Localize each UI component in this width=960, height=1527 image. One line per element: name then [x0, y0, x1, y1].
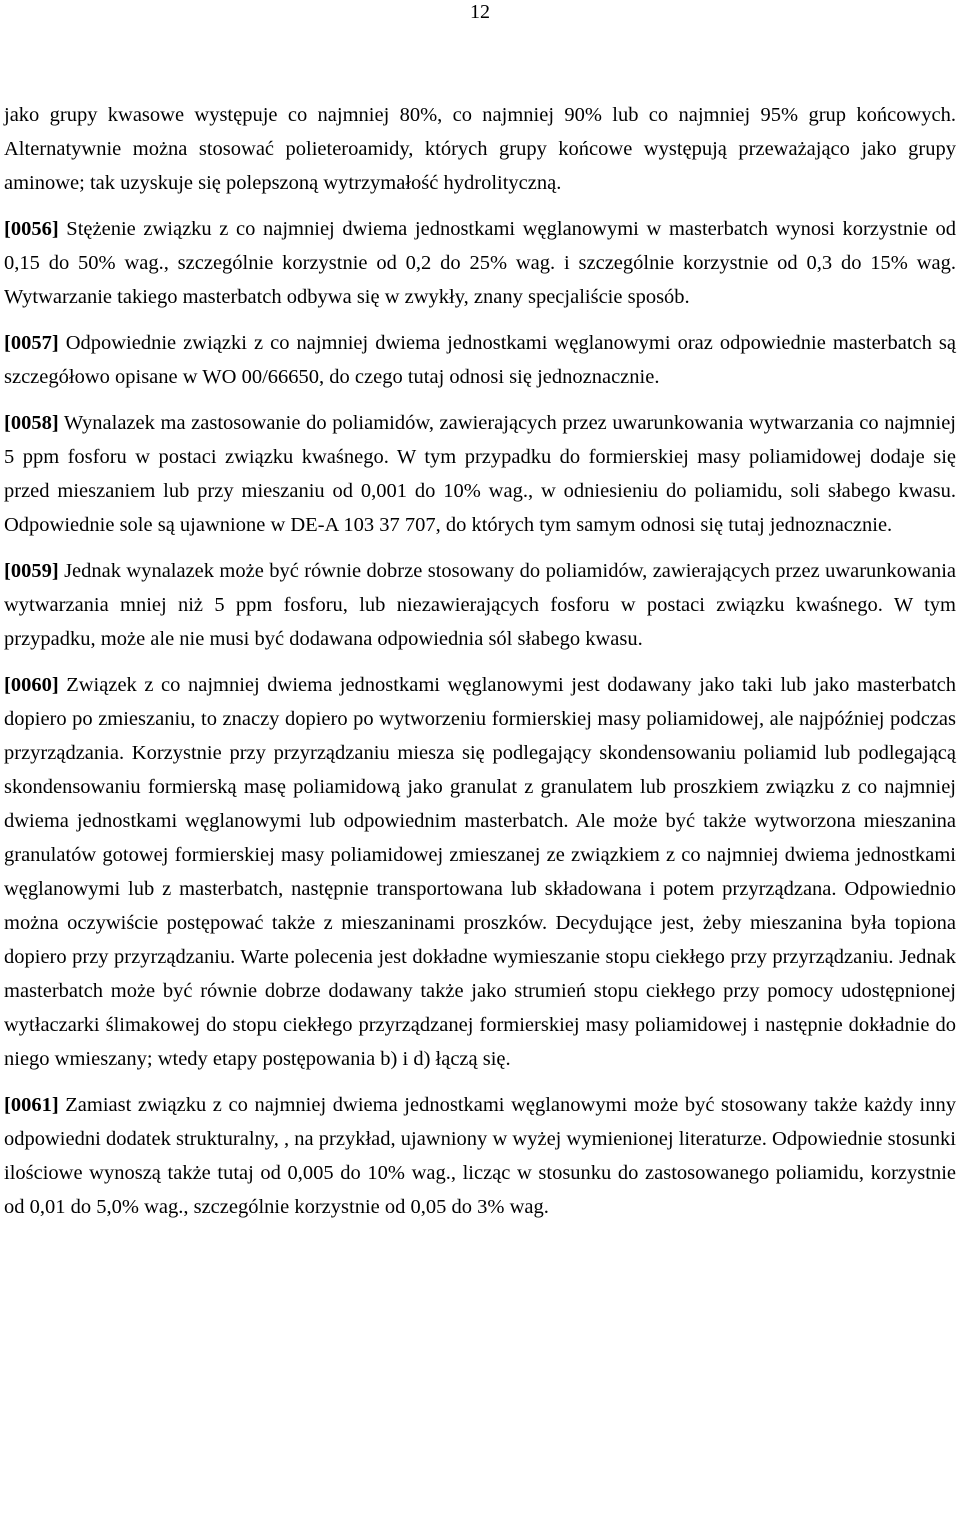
paragraph-text: Odpowiednie związki z co najmniej dwiema jednostkami węglanowymi oraz odpowiednie masterbatch są szczegółowo opisane w WO 00/66650, do czego tutaj odnosi się jednoznacznie. [4, 332, 956, 388]
paragraph-number: [0059] [4, 560, 59, 582]
paragraph-continuation [4, 98, 956, 200]
paragraph-text: Stężenie związku z co najmniej dwiema jednostkami węglanowymi w masterbatch wynosi korzystnie od 0,15 do 50% wag., szczególnie korzystnie od 0,2 do 25% wag. i szczególnie korzystnie od 0,3 do 15% wag. Wytwarzanie takiego masterbatch odbywa się w zwykły, znany specjaliście sposób. [4, 218, 957, 308]
paragraph-number: [0061] [4, 1094, 59, 1116]
paragraph-0057 [4, 326, 956, 394]
paragraph-text: Związek z co najmniej dwiema jednostkami węglanowymi jest dodawany jako taki lub jako masterbatch dopiero po zmieszaniu, to znaczy dopiero po wytworzeniu formierskiej masy poliamidowej, ale najpóźniej podczas przyrządzania. Korzystnie przy przyrządzaniu miesza się podlegający skondensowaniu poliamid lub podlegającą skondensowaniu formierską masę poliamidową jako granulat z granulatem lub proszkiem związku z co najmniej dwiema jednostkami węglanowymi lub odpowiednim masterbatch. Ale może być także wytworzona mieszanina granulatów gotowej formierskiej masy poliamidowej zmieszanej ze związkiem z co najmniej dwiema jednostkami węglanowymi lub z masterbatch, następnie transportowana lub składowana i potem przyrządzana. Odpowiednio można oczywiście postępować także z mieszaninami proszków. Decydujące jest, żeby mieszanina była topiona dopiero przy przyrządzaniu. Warte polecenia jest dokładne wymieszanie stopu ciekłego przy przyrządzaniu. Jednak masterbatch może być równie dobrze dodawany także jako strumień stopu ciekłego przy pomocy udostępnionej wytłaczarki ślimakowej do stopu ciekłego przyrządzanej formierskiej masy poliamidowej i następnie dokładnie do niego wmieszany; wtedy etapy postępowania b) i d) łączą się. [4, 674, 956, 1070]
paragraph-text: jako grupy kwasowe występuje co najmniej 80%, co najmniej 90% lub co najmniej 95% grup końcowych. Alternatywnie można stosować polieteroamidy, których grupy końcowe występują przeważająco jako grupy aminowe; tak uzyskuje się polepszoną wytrzymałość hydrolityczną. [4, 104, 956, 194]
paragraph-0060 [4, 668, 956, 1076]
page-number: 12 [470, 1, 490, 23]
paragraph-number: [0058] [4, 412, 59, 434]
document-body [4, 98, 956, 1236]
paragraph-0056 [4, 212, 956, 314]
paragraph-text: Jednak wynalazek może być równie dobrze stosowany do poliamidów, zawierających przez uwarunkowania wytwarzania mniej niż 5 ppm fosforu, lub niezawierających fosforu w postaci związku kwaśnego. W tym przypadku, może ale nie musi być dodawana odpowiednia sól słabego kwasu. [4, 560, 957, 650]
paragraph-0058 [4, 406, 956, 542]
paragraph-text: Wynalazek ma zastosowanie do poliamidów, zawierających przez uwarunkowania wytwarzania co najmniej 5 ppm fosforu w postaci związku kwaśnego. W tym przypadku do formierskiej masy poliamidowej dodaje się przed mieszaniem lub przy mieszaniu od 0,001 do 10% wag., w odniesieniu do poliamidu, soli słabego kwasu. Odpowiednie sole są ujawnione w DE-A 103 37 707, do których tym samym odnosi się tutaj jednoznacznie. [4, 412, 956, 536]
paragraph-number: [0056] [4, 218, 59, 240]
paragraph-number: [0060] [4, 674, 59, 696]
paragraph-0059 [4, 554, 956, 656]
paragraph-number: [0057] [4, 332, 59, 354]
paragraph-0061 [4, 1088, 956, 1224]
paragraph-text: Zamiast związku z co najmniej dwiema jednostkami węglanowymi może być stosowany także każdy inny odpowiedni dodatek strukturalny, , na przykład, ujawniony w wyżej wymienionej literaturze. Odpowiednie stosunki ilościowe wynoszą także tutaj od 0,005 do 10% wag., licząc w stosunku do zastosowanego poliamidu, korzystnie od 0,01 do 5,0% wag., szczególnie korzystnie od 0,05 do 3% wag. [4, 1094, 957, 1218]
